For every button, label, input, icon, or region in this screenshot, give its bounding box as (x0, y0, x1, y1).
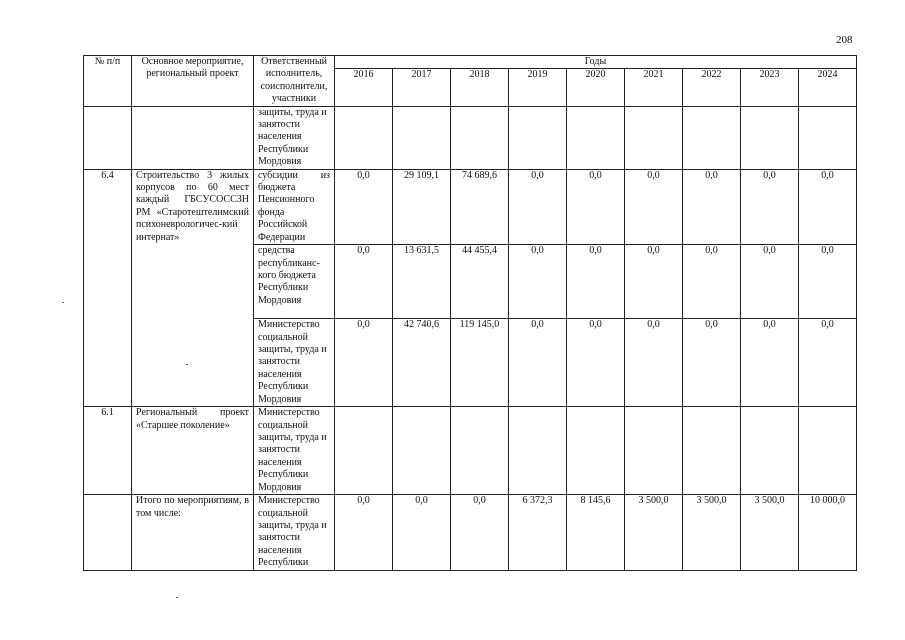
row-event: Региональный проект «Старшее поколение» (132, 407, 254, 495)
table-row (84, 106, 857, 169)
value-cell: 0,0 (625, 319, 683, 407)
value-cell (567, 106, 625, 169)
header-executor: Ответственный исполнитель, соисполнители, участники (254, 56, 335, 107)
value-cell: 0,0 (799, 319, 857, 407)
year-2016: 2016 (335, 69, 393, 106)
year-2021: 2021 (625, 69, 683, 106)
table-row (84, 169, 857, 244)
value-cell (799, 407, 857, 495)
row-number (84, 106, 132, 169)
value-cell: 13 631,5 (393, 245, 451, 319)
value-cell: 44 455,4 (451, 245, 509, 319)
row-number: 6.4 (84, 169, 132, 406)
header-event: Основное мероприятие, региональный проект (132, 56, 254, 107)
value-cell (393, 407, 451, 495)
row-executor: субсидии из бюджета Пенсионного фонда Российской Федерации (254, 169, 335, 244)
value-cell (625, 106, 683, 169)
value-cell: 29 109,1 (393, 169, 451, 244)
row-executor: Министерство социальной защиты, труда и занятости населения Республики Мордовия (254, 407, 335, 495)
value-cell (393, 106, 451, 169)
table-row (84, 495, 857, 570)
value-cell: 0,0 (335, 319, 393, 407)
row-executor: Министерство социальной защиты, труда и занятости населения Республики Мордовия (254, 319, 335, 407)
value-cell (799, 106, 857, 169)
value-cell (683, 106, 741, 169)
year-2023: 2023 (741, 69, 799, 106)
value-cell (683, 407, 741, 495)
value-cell (509, 407, 567, 495)
value-cell: 0,0 (393, 495, 451, 570)
value-cell: 0,0 (567, 169, 625, 244)
value-cell (625, 407, 683, 495)
row-number (84, 495, 132, 570)
value-cell: 3 500,0 (625, 495, 683, 570)
value-cell: 0,0 (799, 169, 857, 244)
value-cell: 0,0 (683, 319, 741, 407)
value-cell: 0,0 (509, 319, 567, 407)
value-cell: 0,0 (741, 245, 799, 319)
budget-table (83, 55, 857, 571)
value-cell: 6 372,3 (509, 495, 567, 570)
value-cell: 0,0 (567, 245, 625, 319)
scan-speck (62, 302, 64, 303)
value-cell (451, 407, 509, 495)
value-cell (451, 106, 509, 169)
value-cell: 0,0 (567, 319, 625, 407)
row-executor: защиты, труда и занятости населения Республики Мордовия (254, 106, 335, 169)
value-cell: 0,0 (451, 495, 509, 570)
value-cell: 0,0 (741, 169, 799, 244)
year-2022: 2022 (683, 69, 741, 106)
value-cell: 74 689,6 (451, 169, 509, 244)
value-cell: 10 000,0 (799, 495, 857, 570)
value-cell: 3 500,0 (683, 495, 741, 570)
value-cell: 0,0 (509, 169, 567, 244)
row-event: Итого по мероприятиям, в том числе: (132, 495, 254, 570)
value-cell: 8 145,6 (567, 495, 625, 570)
value-cell: 0,0 (741, 319, 799, 407)
value-cell (335, 106, 393, 169)
scan-speck (186, 364, 188, 365)
year-2019: 2019 (509, 69, 567, 106)
value-cell (741, 407, 799, 495)
row-number: 6.1 (84, 407, 132, 495)
header-no: № п/п (84, 56, 132, 107)
value-cell: 0,0 (335, 245, 393, 319)
row-event: Строительство 3 жилых корпусов по 60 мест каждый ГБСУСОССЗН РМ «Старотештелимский психоневрологичес-кий интернат» (132, 169, 254, 406)
value-cell: 119 145,0 (451, 319, 509, 407)
row-event (132, 106, 254, 169)
value-cell: 0,0 (335, 495, 393, 570)
value-cell: 0,0 (799, 245, 857, 319)
value-cell (567, 407, 625, 495)
year-2020: 2020 (567, 69, 625, 106)
year-2018: 2018 (451, 69, 509, 106)
value-cell: 3 500,0 (741, 495, 799, 570)
value-cell: 0,0 (683, 169, 741, 244)
year-2017: 2017 (393, 69, 451, 106)
value-cell: 0,0 (509, 245, 567, 319)
table-row (84, 407, 857, 495)
value-cell (509, 106, 567, 169)
year-2024: 2024 (799, 69, 857, 106)
scan-speck (176, 597, 178, 598)
header-years: Годы (335, 56, 857, 69)
value-cell: 0,0 (683, 245, 741, 319)
value-cell (335, 407, 393, 495)
row-executor: средства республиканс-кого бюджета Республики Мордовия (254, 245, 335, 319)
value-cell: 0,0 (335, 169, 393, 244)
value-cell: 42 740,6 (393, 319, 451, 407)
value-cell: 0,0 (625, 245, 683, 319)
value-cell: 0,0 (625, 169, 683, 244)
page-number: 208 (836, 34, 853, 46)
row-executor: Министерство социальной защиты, труда и занятости населения Республики (254, 495, 335, 570)
value-cell (741, 106, 799, 169)
